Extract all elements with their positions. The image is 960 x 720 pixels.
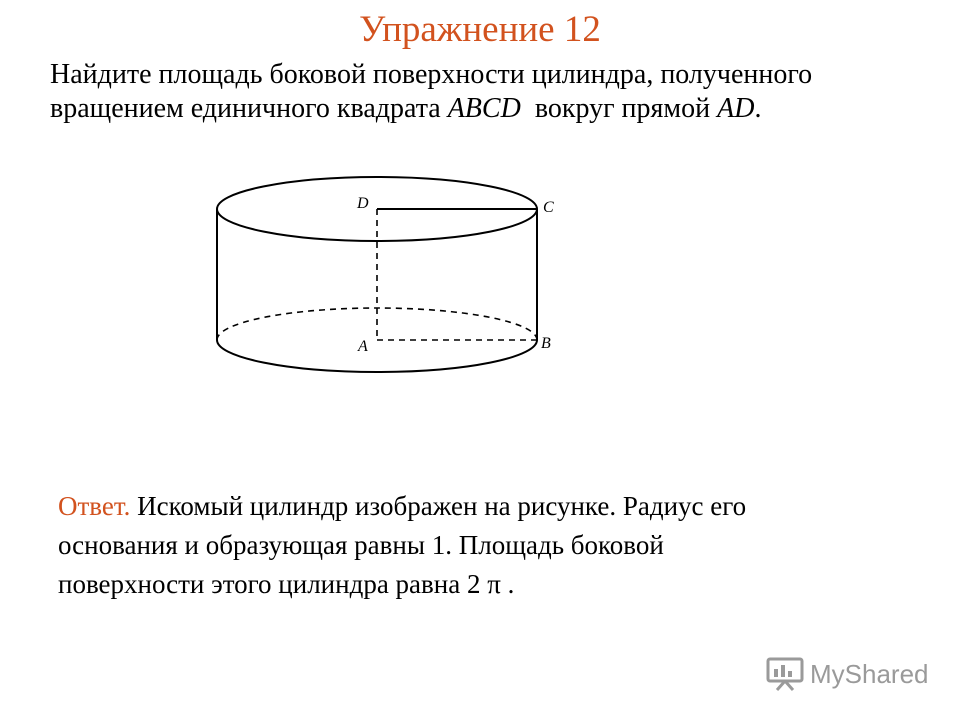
task-line-2-middle: вокруг прямой [520, 93, 718, 124]
label-a: A [358, 338, 368, 355]
answer-block [58, 487, 928, 604]
task-line-1: Найдите площадь боковой поверхности цилиндра, полученного [50, 59, 813, 90]
label-d: D [357, 195, 369, 212]
label-b: B [541, 335, 551, 352]
axis-name: AD [717, 93, 755, 124]
presentation-board-icon [766, 657, 804, 691]
answer-label: Ответ. [58, 491, 131, 521]
answer-line-1 [58, 487, 928, 526]
answer-line-1-text: Искомый цилиндр изображен на рисунке. Радиус его [130, 491, 747, 521]
label-c: C [543, 199, 554, 216]
task-line-2-prefix: вращением единичного квадрата [50, 93, 448, 124]
answer-line-2: основания и образующая равны 1. Площадь боковой [58, 530, 664, 560]
watermark-logo [766, 652, 929, 696]
watermark-text: MyShared [810, 658, 929, 689]
slide-title: Упражнение 12 [359, 9, 601, 50]
answer-line-3: поверхности этого цилиндра равна 2 π . [58, 569, 515, 599]
bottom-base-front-arc [217, 340, 537, 372]
square-name: ABCD [447, 93, 521, 124]
task-line-2-end: . [754, 93, 762, 124]
